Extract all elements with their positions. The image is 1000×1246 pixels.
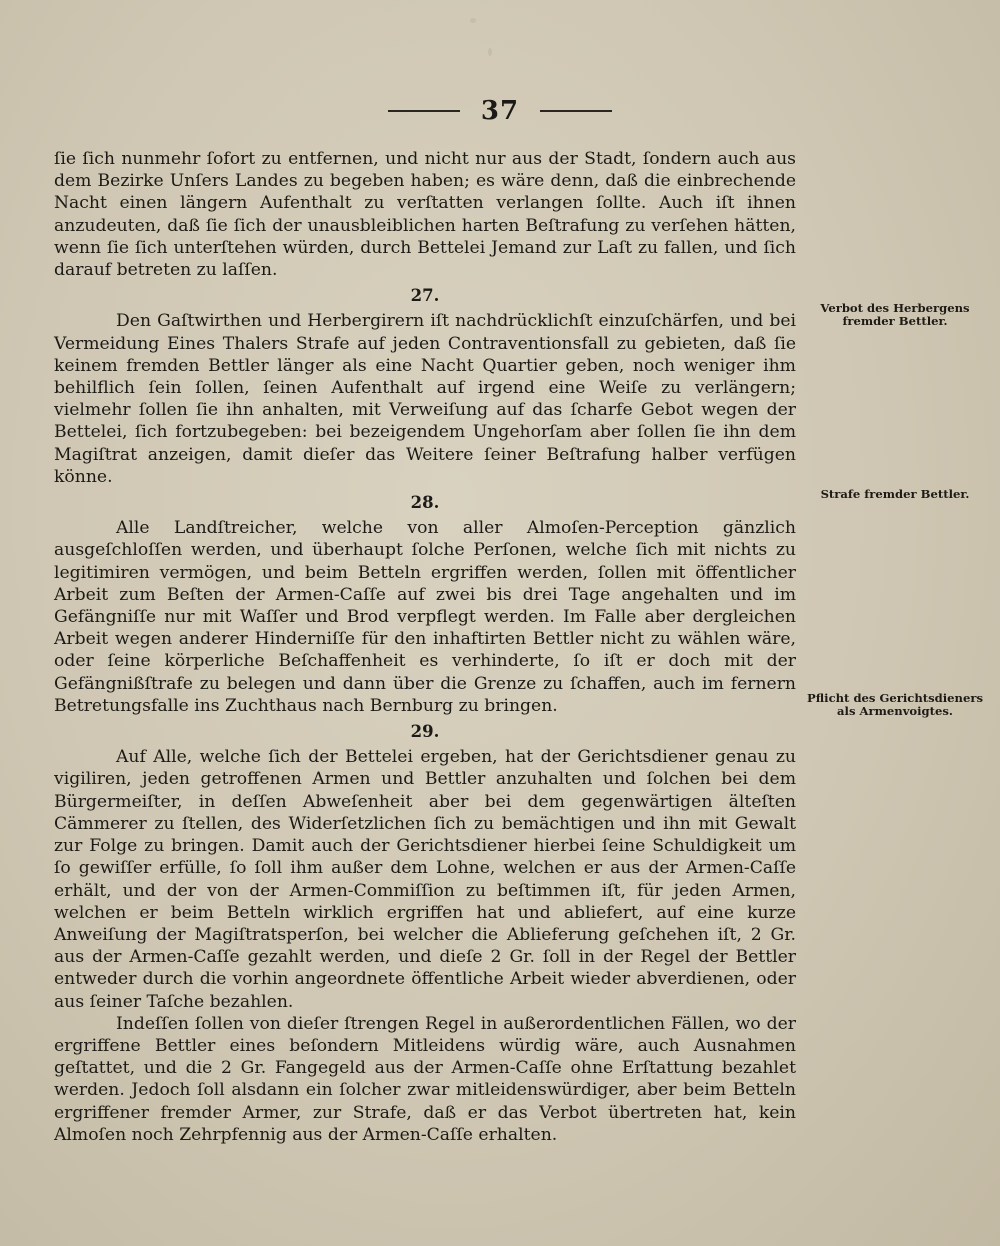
section-27-paragraph: Den Gaſtwirthen und Herbergirern iſt nachdrücklichſt einzuſchärfen, und bei Vermeidung Eines Thalers Strafe auf jeden Contraventionsfall zu gebieten, daß ſie keinem fremden Bettler länger als eine Nacht Quartier geben, noch weniger ihm behilflich ſein ſollen, ſeinen Aufenthalt auf irgend eine Weiſe zu verlängern; vielmehr ſollen ſie ihn anhalten, mit Verweiſung auf das ſcharfe Gebot wegen der Bettelei, ſich fortzubegeben: bei bezeigendem Ungehorſam aber ſollen ſie ihn dem Magiſtrat anzeigen, damit dieſer das Weitere ſeiner Beſtrafung halber verfügen könne.: [54, 311, 796, 487]
section-number-28: 28.: [410, 493, 440, 513]
section-number-29: 29.: [410, 722, 440, 742]
margin-note-28: Strafe fremder Bettler.: [820, 487, 970, 501]
paper-speck: [488, 48, 492, 56]
section-number-27: 27.: [410, 286, 440, 306]
header-rule-left: [388, 110, 460, 112]
margin-note-29: Pflicht des Gerichtsdieners als Armenvoigtes.: [807, 691, 983, 718]
header-rule-right: [540, 110, 612, 112]
page-header: [0, 96, 1000, 126]
intro-paragraph: ſie ſich nunmehr ſofort zu entfernen, und nicht nur aus der Stadt, ſondern auch aus dem Bezirke Unſers Landes zu begeben haben; es wäre denn, daß die einbrechende Nacht einen längern Aufenthalt zu verſtatten verlangen ſollte. Auch iſt ihnen anzudeuten, daß ſie ſich der unausbleiblichen harten Beſtrafung zu verſehen hätten, wenn ſie ſich unterſtehen würden, durch Bettelei Jemand zur Laſt zu fallen, und ſich darauf betreten zu laſſen.: [54, 149, 796, 281]
margin-note-27: Verbot des Herbergens fremder Bettler.: [820, 301, 970, 328]
paper-speck: [470, 18, 476, 23]
section-29-paragraph-2: Indeſſen ſollen von dieſer ſtrengen Regel in außerordentlichen Fällen, wo der ergriffene Bettler eines beſondern Mitleidens würdig wäre, auch Ausnahmen geſtattet, und die 2 Gr. Fangegeld aus der Armen-Caſſe ohne Erſtattung bezahlet werden. Jedoch ſoll alsdann ein ſolcher zwar mitleidenswürdiger, aber beim Betteln ergriffener fremder Armer, zur Strafe, daß er das Verbot übertreten hat, kein Almoſen noch Zehrpfennig aus der Armen-Caſſe erhalten.: [54, 1013, 796, 1145]
page-number: 37: [480, 96, 520, 126]
section-28-paragraph: Alle Landſtreicher, welche von aller Almoſen-Perception gänzlich ausgeſchloſſen werden, und überhaupt ſolche Perſonen, welche ſich mit nichts zu legitimiren vermögen, und beim Betteln ergriffen werden, ſollen mit öffentlicher Arbeit zum Beſten der Armen-Caſſe auf zwei bis drei Tage angehalten und im Gefängniſſe nur mit Waſſer und Brod verpflegt werden. Im Falle aber dergleichen Arbeit wegen anderer Hinderniſſe für den inhaftirten Bettler nicht zu wählen wäre, oder ſeine körperliche Beſchaffenheit es verhinderte, ſo iſt er doch mit der Gefängnißſtrafe zu belegen und dann über die Grenze zu ſchaffen, auch im fernern Betretungsfalle ins Zuchthaus nach Bernburg zu bringen.: [54, 518, 796, 716]
section-29-paragraph-1: Auf Alle, welche ſich der Bettelei ergeben, hat der Gerichtsdiener genau zu vigiliren, jeden getroffenen Armen und Bettler anzuhalten und ſolchen bei dem Bürgermeiſter, in deſſen Abweſenheit aber bei dem gegenwärtigen älteſten Cämmerer zu ſtellen, des Widerſetzlichen ſich zu bemächtigen und ihn mit Gewalt zur Folge zu bringen. Damit auch der Gerichtsdiener hierbei ſeine Schuldigkeit um ſo gewiſſer erfülle, ſo ſoll ihm außer dem Lohne, welchen er aus der Armen-Caſſe erhält, und der von der Armen-Commiſſion zu beſtimmen iſt, für jeden Armen, welchen er beim Betteln wirklich ergriffen hat und abliefert, auf eine kurze Anweiſung der Magiſtratsperſon, bei welcher die Ablieferung geſchehen iſt, 2 Gr. aus der Armen-Caſſe gezahlt werden, und dieſe 2 Gr. ſoll in der Regel der Bettler entweder durch die vorhin angeordnete öffentliche Arbeit wieder abverdienen, oder aus ſeiner Taſche bezahlen.: [54, 747, 796, 1012]
body-text: [54, 148, 796, 1146]
